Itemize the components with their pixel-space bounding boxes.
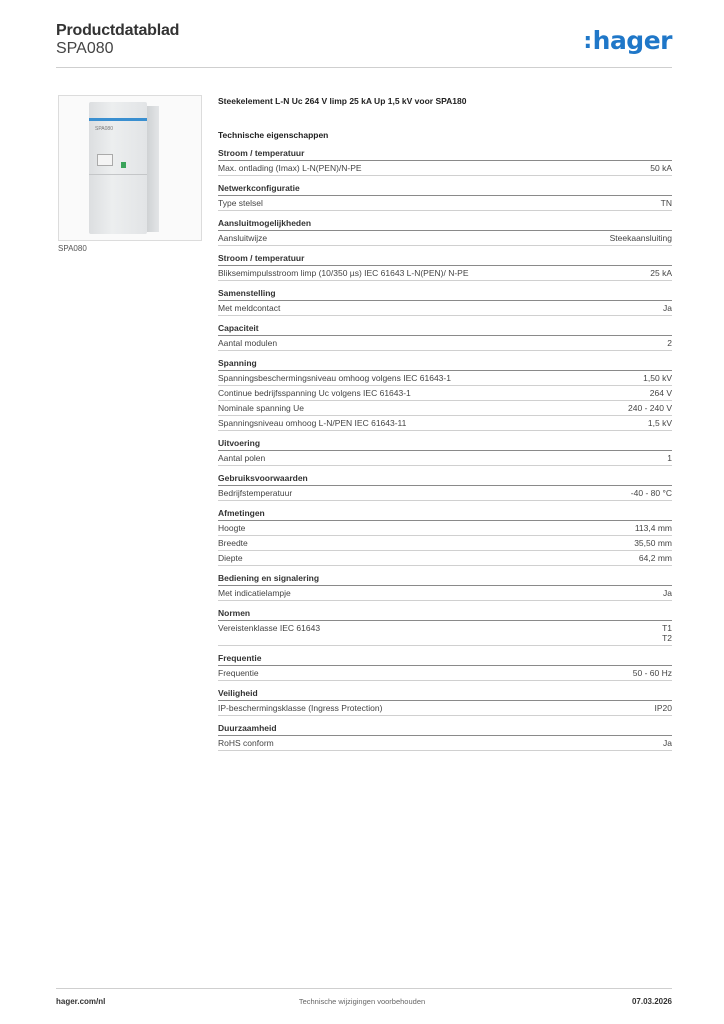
logo-colon-icon: : <box>583 29 592 54</box>
spec-value: -40 - 80 °C <box>630 488 672 498</box>
spec-group-title: Aansluitmogelijkheden <box>218 218 672 231</box>
spec-label: RoHS conform <box>218 738 274 748</box>
specifications <box>218 96 672 758</box>
spec-row <box>218 586 672 601</box>
spec-label: Aantal modulen <box>218 338 278 348</box>
spec-value: 1 <box>667 453 672 463</box>
spec-value: 25 kA <box>650 268 672 278</box>
spec-groups <box>218 148 672 751</box>
device-window <box>97 154 113 166</box>
spec-group <box>218 183 672 211</box>
spec-value: Ja <box>663 303 672 313</box>
spec-group <box>218 148 672 176</box>
image-caption: SPA080 <box>58 244 87 253</box>
spec-label: Vereistenklasse IEC 61643 <box>218 623 321 633</box>
spec-value: TN <box>660 198 672 208</box>
page-header <box>56 20 672 66</box>
spec-value: 64,2 mm <box>638 553 672 563</box>
spec-group-title: Frequentie <box>218 653 672 666</box>
spec-row <box>218 451 672 466</box>
spec-group-title: Capaciteit <box>218 323 672 336</box>
footer-website: hager.com/nl <box>56 997 106 1006</box>
spec-label: Max. ontlading (Imax) L-N(PEN)/N-PE <box>218 163 362 173</box>
spec-group <box>218 218 672 246</box>
spec-label: Bedrijfstemperatuur <box>218 488 293 498</box>
spec-label: Bliksemimpulsstroom limp (10/350 µs) IEC 61643 L-N(PEN)/ N-PE <box>218 268 469 278</box>
spec-row <box>218 301 672 316</box>
product-description: Steekelement L-N Uc 264 V limp 25 kA Up 1,5 kV voor SPA180 <box>218 96 467 106</box>
spec-value: Ja <box>663 588 672 598</box>
spec-label: Met indicatielampje <box>218 588 291 598</box>
footer-date: 07.03.2026 <box>631 997 672 1006</box>
product-image <box>58 95 202 241</box>
spec-label: Nominale spanning Ue <box>218 403 304 413</box>
spec-row <box>218 666 672 681</box>
device-label: SPA080 <box>95 126 113 132</box>
spec-row <box>218 196 672 211</box>
spec-group-title: Normen <box>218 608 672 621</box>
logo-text: hager <box>592 26 672 55</box>
spec-row <box>218 701 672 716</box>
spec-value: T1 T2 <box>662 623 672 643</box>
spec-group <box>218 723 672 751</box>
spec-group-title: Duurzaamheid <box>218 723 672 736</box>
spec-group <box>218 508 672 566</box>
spec-group <box>218 688 672 716</box>
spec-label: Frequentie <box>218 668 259 678</box>
spec-label: Hoogte <box>218 523 246 533</box>
device-split <box>89 174 147 175</box>
spec-row <box>218 551 672 566</box>
spec-value: Steekaansluiting <box>609 233 672 243</box>
spec-group-title: Stroom / temperatuur <box>218 253 672 266</box>
surge-arrester-illustration <box>89 102 147 234</box>
spec-label: Spanningsbeschermingsniveau omhoog volgens IEC 61643-1 <box>218 373 451 383</box>
footer-divider <box>56 988 672 989</box>
spec-value: 1,50 kV <box>643 373 672 383</box>
spec-group-title: Spanning <box>218 358 672 371</box>
spec-value: Ja <box>663 738 672 748</box>
spec-row <box>218 401 672 416</box>
spec-group <box>218 323 672 351</box>
spec-value: 264 V <box>649 388 672 398</box>
spec-group <box>218 473 672 501</box>
spec-row <box>218 266 672 281</box>
spec-row <box>218 231 672 246</box>
spec-row <box>218 371 672 386</box>
spec-label: Diepte <box>218 553 243 563</box>
device-stripe <box>89 118 147 121</box>
spec-value: 113,4 mm <box>634 523 672 533</box>
spec-group-title: Bediening en signalering <box>218 573 672 586</box>
spec-group-title: Afmetingen <box>218 508 672 521</box>
spec-group <box>218 358 672 431</box>
spec-value: 50 - 60 Hz <box>632 668 672 678</box>
spec-group <box>218 288 672 316</box>
spec-label: Breedte <box>218 538 248 548</box>
spec-value: 35,50 mm <box>634 538 672 548</box>
spec-group <box>218 653 672 681</box>
hager-logo <box>583 26 672 55</box>
spec-value: 50 kA <box>650 163 672 173</box>
spec-row <box>218 416 672 431</box>
spec-group-title: Gebruiksvoorwaarden <box>218 473 672 486</box>
spec-group-title: Uitvoering <box>218 438 672 451</box>
spec-group-title: Netwerkconfiguratie <box>218 183 672 196</box>
spec-group-title: Samenstelling <box>218 288 672 301</box>
spec-row <box>218 621 672 646</box>
spec-row <box>218 486 672 501</box>
spec-row <box>218 336 672 351</box>
spec-label: Type stelsel <box>218 198 263 208</box>
spec-group <box>218 608 672 646</box>
spec-row <box>218 386 672 401</box>
spec-label: IP-beschermingsklasse (Ingress Protection) <box>218 703 383 713</box>
spec-group <box>218 253 672 281</box>
spec-row <box>218 536 672 551</box>
spec-label: Spanningsniveau omhoog L-N/PEN IEC 61643-11 <box>218 418 407 428</box>
spec-row <box>218 161 672 176</box>
header-divider <box>56 67 672 68</box>
spec-label: Continue bedrijfsspanning Uc volgens IEC 61643-1 <box>218 388 411 398</box>
document-title: Productdatablad <box>56 22 180 39</box>
device-indicator <box>121 162 126 168</box>
spec-label: Met meldcontact <box>218 303 281 313</box>
spec-row <box>218 521 672 536</box>
spec-value: 1,5 kV <box>647 418 672 428</box>
product-code: SPA080 <box>56 40 114 57</box>
device-side <box>147 106 159 232</box>
spec-group <box>218 573 672 601</box>
spec-value: IP20 <box>654 703 672 713</box>
spec-group-title: Veiligheid <box>218 688 672 701</box>
footer-disclaimer: Technische wijzigingen voorbehouden <box>298 997 426 1006</box>
section-heading: Technische eigenschappen <box>218 130 329 140</box>
spec-label: Aantal polen <box>218 453 266 463</box>
spec-value: 240 - 240 V <box>628 403 672 413</box>
spec-group <box>218 438 672 466</box>
spec-value: 2 <box>667 338 672 348</box>
spec-label: Aansluitwijze <box>218 233 268 243</box>
spec-row <box>218 736 672 751</box>
spec-group-title: Stroom / temperatuur <box>218 148 672 161</box>
